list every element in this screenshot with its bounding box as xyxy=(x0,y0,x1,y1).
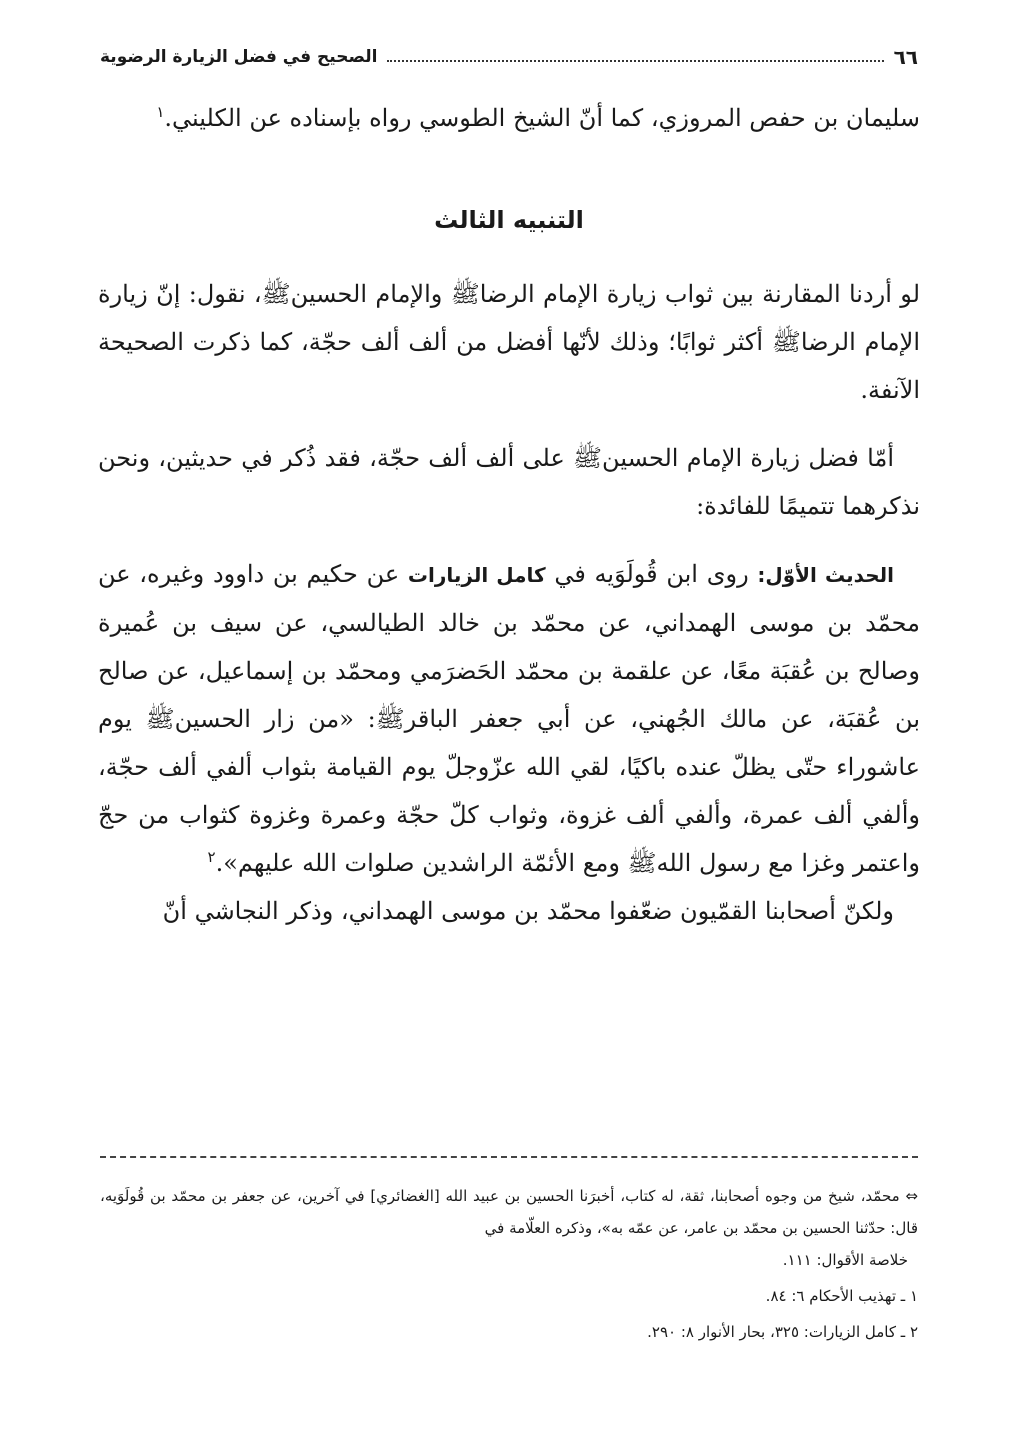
main-text xyxy=(98,94,920,935)
footnote-2: ٢ ـ كامل الزيارات: ٣٢٥، بحار الأنوار ٨: ٢٩٠. xyxy=(647,1323,918,1341)
paragraph-intro-hadiths: أمّا فضل زيارة الإمام الحسينﷺ على ألف ألف حجّة، فقد ذُكر في حديثين، ونحن نذكرهما تتميمًا للفائدة: xyxy=(98,444,920,520)
hadith-book-title: كامل الزيارات xyxy=(407,563,546,587)
hadith-label: الحديث الأوّل: xyxy=(757,563,894,587)
page-number: ٦٦ xyxy=(893,45,918,69)
paragraph-comparison: لو أردنا المقارنة بين ثواب زيارة الإمام الرضاﷺ والإمام الحسينﷺ، نقول: إنّ زيارة الإمام الرضاﷺ أكثر ثوابًا؛ وذلك لأنّها أفضل من ألف ألف حجّة، كما ذكرت الصحيحة الآنفة. xyxy=(98,280,920,404)
footnote-1: ١ ـ تهذيب الأحكام ٦: ٨٤. xyxy=(765,1287,918,1305)
lead-paragraph-text: سليمان بن حفص المروزي، كما أنّ الشيخ الطوسي رواه بإسناده عن الكليني. xyxy=(164,104,920,132)
running-header xyxy=(100,40,918,74)
footnotes xyxy=(100,1180,918,1348)
footnote-ref-2: ٢ xyxy=(207,848,216,866)
lead-paragraph xyxy=(98,94,920,142)
header-dot-leader xyxy=(387,60,883,62)
footnote-separator xyxy=(100,1156,918,1158)
paragraph-hadith-one xyxy=(98,550,920,887)
footnote-continuation-end: خلاصة الأقوال: ١١١. xyxy=(782,1251,908,1269)
footnote-ref-1: ١ xyxy=(156,103,165,121)
footnote-continuation: ⇔ محمّد، شيخ من وجوه أصحابنا، ثقة، له كتاب، أخبرَنا الحسين بن عبيد الله [الغضائري] في آخرين، عن جعفر بن محمّد بن قُولَوَيه، قال: حدّثنا الحسين بن محمّد بن عامر، عن عمّه به»، وذكره العلّامة في xyxy=(100,1187,918,1237)
paragraph-weakness: ولكنّ أصحابنا القمّيون ضعّفوا محمّد بن موسى الهمداني، وذكر النجاشي أنّ xyxy=(162,897,894,925)
hadith-text-part2: عن حكيم بن داوود وغيره، عن محمّد بن موسى الهمداني، عن محمّد بن خالد الطيالسي، عن سيف بن عُميرة وصالح بن عُقبَة معًا، عن علقمة بن محمّد الحَضرَمي ومحمّد بن إسماعيل، عن صالح بن عُقبَة، عن مالك الجُهني، عن أبي جعفر الباقرﷺ: «من زار الحسينﷺ يوم عاشوراء حتّى يظلّ عنده باكيًا، لقي الله عزّوجلّ يوم القيامة بثواب ألفي ألف حجّة، وألفي ألف عمرة، وألفي ألف غزوة، وثواب كلّ حجّة وعمرة وغزوة كثواب من حجّ واعتمر وغزا مع رسول اللهﷺ ومع الأئمّة الراشدين صلوات الله عليهم». xyxy=(98,560,920,877)
running-title: الصحيح في فضل الزيارة الرضوية xyxy=(100,47,378,67)
section-heading: التنبيه الثالث xyxy=(434,206,584,234)
hadith-text-part1: روى ابن قُولَوَيه في xyxy=(554,560,749,588)
